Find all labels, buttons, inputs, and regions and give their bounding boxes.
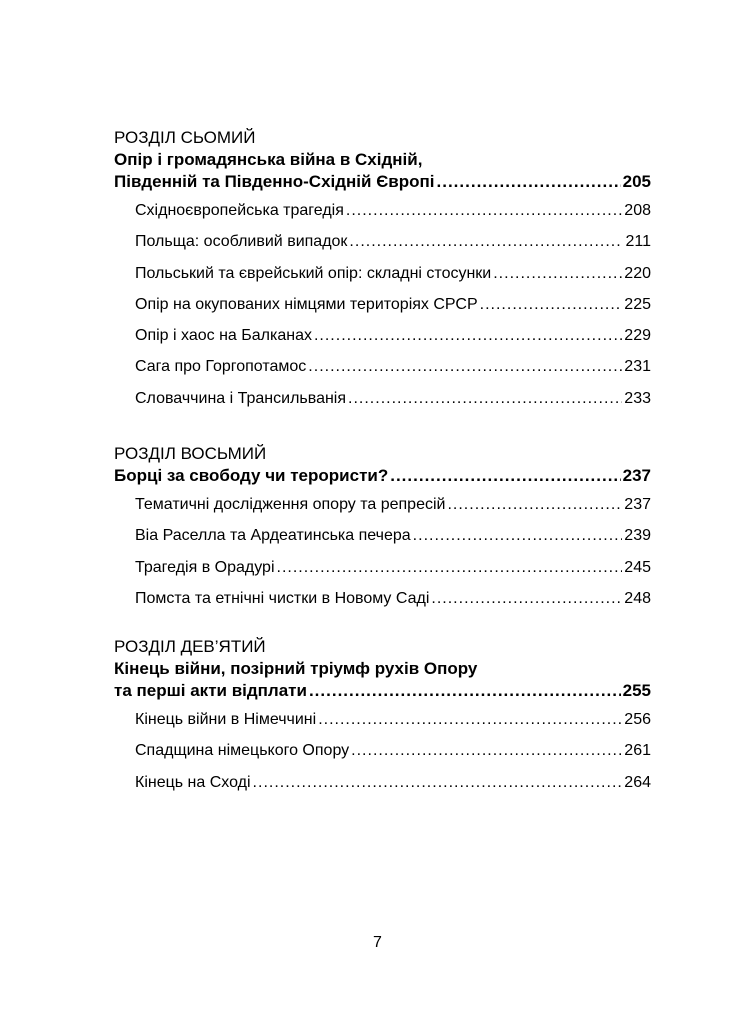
section-page-number: 264 — [624, 773, 651, 791]
section-title: Сага про Горгопотамос — [135, 358, 307, 376]
dot-leader — [413, 526, 623, 546]
section-title: Кінець на Сході — [135, 773, 251, 791]
section-page-number: 237 — [624, 496, 651, 513]
section-page-number: 225 — [624, 295, 651, 313]
toc-entry[interactable] — [135, 295, 651, 315]
toc-entry[interactable] — [135, 357, 651, 377]
toc-entry[interactable] — [135, 741, 651, 761]
toc-entry[interactable] — [135, 232, 651, 252]
dot-leader — [390, 465, 620, 487]
dot-leader — [253, 773, 623, 793]
section-list — [114, 710, 651, 793]
chapter-eight — [114, 443, 651, 620]
section-title: Віа Раселла та Ардеатинська печера — [135, 527, 411, 545]
chapter-page-number: 237 — [622, 466, 651, 485]
chapter-title-entry[interactable] — [114, 171, 651, 193]
chapter-nine — [114, 636, 651, 804]
section-title: Трагедія в Орадурі — [135, 558, 275, 576]
chapter-title-text: Південній та Південно-Східній Європі — [114, 172, 435, 191]
chapter-title-text: Борці за свободу чи терористи? — [114, 466, 389, 485]
section-page-number: 256 — [624, 711, 651, 728]
dot-leader — [348, 389, 622, 409]
section-title: Опір на окупованих німцями територіях СРСР — [135, 295, 478, 313]
section-title: Помста та етнічні чистки в Новому Саді — [135, 589, 430, 607]
dot-leader — [277, 558, 623, 578]
section-title: Кінець війни в Німеччині — [135, 711, 317, 728]
chapter-title-entry[interactable] — [114, 465, 651, 487]
chapter-title-text: та перші акти відплати — [114, 681, 307, 700]
chapter-title-line: Кінець війни, позірний тріумф рухів Опору — [114, 659, 478, 678]
toc-entry[interactable] — [135, 558, 651, 578]
section-page-number: 208 — [624, 202, 651, 219]
dot-leader — [431, 589, 622, 609]
toc-entry[interactable] — [135, 589, 651, 609]
toc-entry[interactable] — [135, 326, 651, 346]
section-page-number: 261 — [624, 742, 651, 760]
toc-entry[interactable] — [135, 389, 651, 409]
section-page-number: 248 — [624, 589, 651, 607]
section-page-number: 211 — [625, 233, 651, 251]
dot-leader — [308, 357, 622, 377]
dot-leader — [351, 741, 622, 761]
section-title: Словаччина і Трансильванія — [135, 389, 347, 407]
chapter-label: РОЗДІЛ СЬОМИЙ — [114, 128, 256, 147]
dot-leader — [447, 495, 622, 515]
chapter-title-line: Опір і громадянська війна в Східній, — [114, 150, 423, 169]
section-page-number: 233 — [624, 389, 651, 407]
dot-leader — [314, 326, 622, 346]
dot-leader — [309, 680, 621, 702]
dot-leader — [437, 171, 621, 193]
toc-entry[interactable] — [135, 526, 651, 546]
dot-leader — [318, 710, 622, 730]
section-title: Спадщина німецького Опору — [135, 742, 350, 760]
section-page-number: 245 — [624, 558, 651, 576]
section-page-number: 229 — [624, 327, 651, 345]
dot-leader — [346, 201, 622, 221]
section-list — [114, 495, 651, 609]
dot-leader — [493, 264, 622, 284]
chapter-seven — [114, 127, 651, 420]
toc-entry[interactable] — [135, 201, 651, 221]
chapter-label: РОЗДІЛ ДЕВ’ЯТИЙ — [114, 637, 266, 656]
section-title: Польський та єврейський опір: складні стосунки — [135, 264, 492, 282]
section-list — [114, 201, 651, 409]
section-title: Тематичні дослідження опору та репресій — [135, 496, 446, 513]
chapter-title-entry[interactable] — [114, 680, 651, 702]
dot-leader — [480, 295, 623, 315]
section-title: Польща: особливий випадок — [135, 233, 348, 251]
chapter-page-number: 255 — [622, 681, 651, 700]
section-page-number: 220 — [624, 264, 651, 282]
section-page-number: 239 — [624, 527, 651, 545]
page-number: 7 — [373, 934, 382, 951]
section-page-number: 231 — [624, 358, 651, 376]
chapter-label: РОЗДІЛ ВОСЬМИЙ — [114, 444, 267, 463]
section-title: Східноєвропейська трагедія — [135, 202, 344, 219]
toc-entry[interactable] — [135, 710, 651, 730]
dot-leader — [349, 232, 623, 252]
section-title: Опір і хаос на Балканах — [135, 327, 312, 345]
toc-entry[interactable] — [135, 773, 651, 793]
toc-entry[interactable] — [135, 495, 651, 515]
toc-entry[interactable] — [135, 264, 651, 284]
chapter-page-number: 205 — [622, 172, 651, 191]
